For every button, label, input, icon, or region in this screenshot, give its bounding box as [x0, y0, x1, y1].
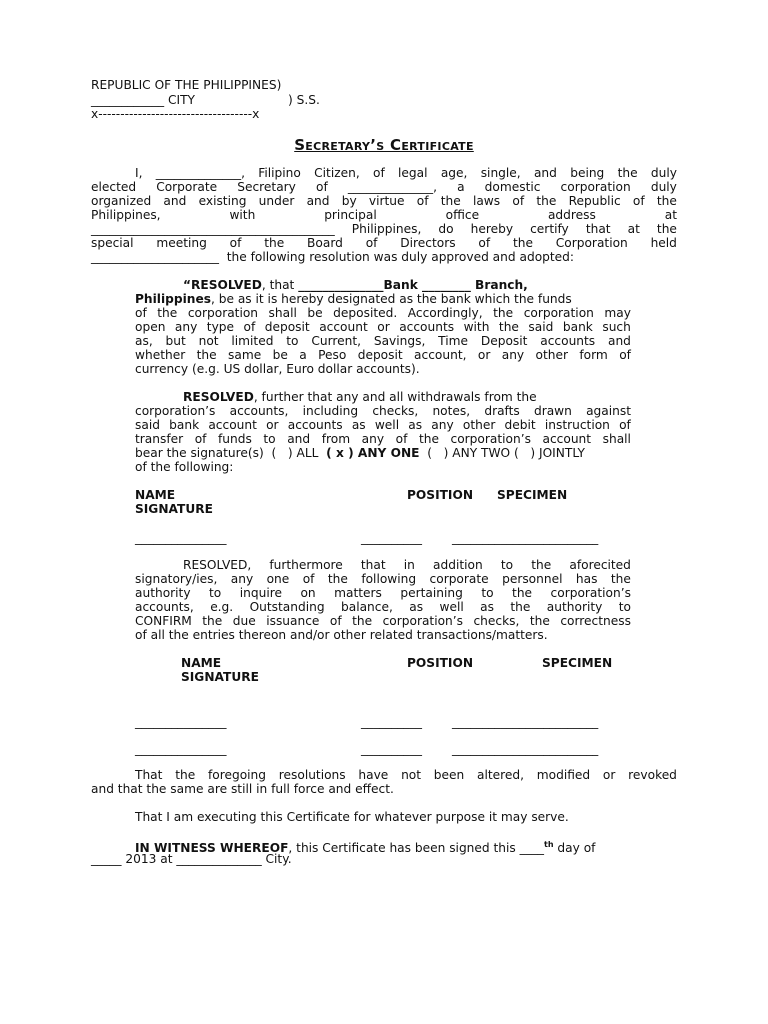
word: or: [377, 320, 390, 334]
word: form: [579, 348, 608, 362]
word: any: [361, 432, 385, 446]
word: as: [408, 418, 423, 432]
word: notes,: [432, 404, 471, 418]
word: the: [440, 194, 461, 208]
word: personnel: [502, 572, 563, 586]
word: legal: [398, 166, 428, 180]
word: corporation’s: [450, 432, 531, 446]
word: existing: [198, 194, 247, 208]
word: bank: [169, 418, 200, 432]
word: due: [232, 614, 256, 628]
word: office: [445, 208, 480, 222]
res1-line-3: [135, 306, 631, 320]
word: modified: [536, 768, 591, 782]
res3-line-3: [135, 586, 631, 600]
word: whether: [135, 348, 186, 362]
word: domestic: [484, 180, 541, 194]
word: to: [500, 558, 514, 572]
word: accounts: [287, 418, 343, 432]
closing-line-2: and that the same are still in full force and effect.: [91, 782, 394, 796]
word: authority: [546, 600, 603, 614]
intro-line-6: [91, 236, 677, 250]
word: the: [656, 194, 677, 208]
word: the: [264, 236, 285, 250]
word: e.g.: [210, 600, 234, 614]
word: of: [229, 236, 242, 250]
table1-specimen-header: SPECIMEN: [497, 488, 568, 502]
word: Directors: [400, 236, 456, 250]
word: accounts: [540, 334, 596, 348]
word: Secretary: [237, 180, 296, 194]
word: held: [650, 236, 677, 250]
intro-line-1: [135, 166, 677, 180]
word: CONFIRM: [135, 614, 192, 628]
word: deposit: [357, 348, 403, 362]
table2-specimen-blank: ________________________: [452, 742, 599, 756]
closing-line-1: [135, 768, 677, 782]
word: against: [586, 404, 631, 418]
word: as: [409, 600, 424, 614]
word: has: [575, 572, 598, 586]
resolved-label: “RESOLVED: [183, 278, 262, 292]
word: shall: [602, 432, 631, 446]
word: the: [202, 614, 223, 628]
word: to: [481, 586, 494, 600]
word: virtue: [368, 194, 405, 208]
res1-text: , be as it is hereby designated as the bank which the funds: [210, 292, 572, 306]
table2-signature-header: SIGNATURE: [181, 670, 259, 684]
word: Republic: [568, 194, 621, 208]
word: hereby: [470, 222, 514, 236]
word: the: [531, 558, 552, 572]
table2-specimen-header: SPECIMEN: [542, 656, 613, 670]
res2-line-3: [135, 418, 631, 432]
word: Outstanding: [249, 600, 325, 614]
intro-line-5: [91, 222, 677, 236]
word: of: [632, 194, 645, 208]
word: drafts: [484, 404, 520, 418]
word: be: [307, 306, 323, 320]
word: the: [512, 586, 533, 600]
word: such: [602, 320, 631, 334]
word: at: [664, 208, 677, 222]
word: the: [493, 306, 514, 320]
word: the: [617, 166, 638, 180]
word: a: [299, 348, 307, 362]
word: account: [542, 432, 592, 446]
word: duly: [650, 166, 677, 180]
word: organized: [91, 194, 152, 208]
word: inquire: [239, 586, 282, 600]
word: Accordingly,: [407, 306, 483, 320]
word: be: [272, 348, 288, 362]
word: Current,: [311, 334, 362, 348]
word: being: [570, 166, 605, 180]
word: as: [351, 418, 366, 432]
table2-name-header: NAME: [181, 656, 222, 670]
word: well: [374, 418, 400, 432]
word: laws: [472, 194, 501, 208]
word: Time: [438, 334, 468, 348]
word: same: [228, 348, 262, 362]
word: of: [395, 432, 408, 446]
word: RESOLVED,: [183, 558, 252, 572]
word: at: [627, 222, 640, 236]
word: address: [547, 208, 596, 222]
res3-line-4: [135, 600, 631, 614]
word: and: [306, 194, 330, 208]
word: correctness: [560, 614, 631, 628]
res3-line-5: [135, 614, 631, 628]
word: of: [512, 194, 525, 208]
word: corporation’s: [135, 404, 216, 418]
word: following: [361, 572, 417, 586]
witness-label: IN WITNESS WHEREOF: [135, 841, 289, 856]
word: as: [480, 600, 494, 614]
word: the: [510, 600, 531, 614]
word: the: [352, 614, 373, 628]
table1-signature-header: SIGNATURE: [135, 502, 213, 516]
word: Corporate: [156, 180, 218, 194]
res2-line-2: [135, 404, 631, 418]
word: of: [329, 614, 342, 628]
word: to: [286, 334, 299, 348]
word: Citizen,: [314, 166, 360, 180]
word: Board: [307, 236, 343, 250]
word: under: [258, 194, 295, 208]
word: ______________,: [347, 180, 438, 194]
word: Philippines,: [351, 222, 422, 236]
word: signatory/ies,: [135, 572, 218, 586]
word: limited: [231, 334, 274, 348]
table2-position-blank: __________: [361, 715, 422, 729]
word: the: [196, 348, 217, 362]
word: to: [618, 600, 631, 614]
res1-line-4: [135, 320, 631, 334]
word: or: [602, 768, 616, 782]
word: corporation: [187, 306, 259, 320]
word: I,: [135, 166, 143, 180]
signature-options-rest: ( ) ANY TWO ( ) JOINTLY: [419, 446, 585, 460]
word: account: [319, 320, 368, 334]
word: duly: [650, 180, 677, 194]
word: checks,: [372, 404, 419, 418]
word: matters: [334, 586, 382, 600]
word: of: [243, 320, 256, 334]
word: corporation’s: [382, 614, 463, 628]
word: addition: [433, 558, 483, 572]
res2-line-6: of the following:: [135, 460, 234, 474]
res1-line-7: currency (e.g. US dollar, Euro dollar accounts).: [135, 362, 420, 376]
table2-name-blank: _______________: [135, 715, 227, 729]
header-line-3: x-----------------------------------x: [91, 107, 260, 121]
word: type: [206, 320, 235, 334]
word: with: [229, 208, 256, 222]
word: principal: [324, 208, 377, 222]
closing-purpose: That I am executing this Certificate for whatever purpose it may serve.: [135, 810, 569, 824]
word: corporation’s: [550, 586, 631, 600]
res3-line-1: [183, 558, 631, 572]
word: the: [512, 236, 533, 250]
header-line-2: ____________ CITY ) S.S.: [91, 93, 320, 107]
table1-name-blank: _______________: [135, 531, 227, 545]
any-one-option: ( x ) ANY ONE: [326, 446, 420, 460]
res2-line-1: [183, 390, 537, 404]
word: one: [266, 572, 290, 586]
witness-text: , this Certificate has been signed this ____: [288, 841, 545, 856]
word: accounts,: [229, 404, 289, 418]
word: including: [302, 404, 359, 418]
word: transfer: [135, 432, 184, 446]
word: the: [498, 320, 519, 334]
word: any: [174, 320, 198, 334]
word: any: [230, 572, 254, 586]
word: Corporation: [555, 236, 628, 250]
word: or: [266, 418, 279, 432]
word: deposit: [264, 320, 310, 334]
word: single,: [480, 166, 521, 180]
word: from: [321, 432, 351, 446]
ordinal-suffix: th: [544, 840, 554, 849]
word: not: [401, 768, 422, 782]
word: instruction: [544, 418, 610, 432]
word: but: [165, 334, 186, 348]
table2-position-blank: __________: [361, 742, 422, 756]
header-line-1: REPUBLIC OF THE PHILIPPINES): [91, 78, 282, 92]
word: do: [438, 222, 454, 236]
word: Deposit: [480, 334, 528, 348]
table1-position-header: POSITION: [407, 488, 474, 502]
word: and: [533, 166, 557, 180]
word: other: [462, 418, 496, 432]
word: debit: [504, 418, 536, 432]
word: ______________,: [155, 166, 245, 180]
res2-line-4: [135, 432, 631, 446]
word: said: [528, 320, 554, 334]
word: certify: [530, 222, 569, 236]
word: of: [478, 236, 491, 250]
word: well: [439, 600, 464, 614]
word: revoked: [628, 768, 677, 782]
word: accounts: [399, 320, 455, 334]
res1-line-1: [183, 278, 528, 292]
word: accounts,: [135, 600, 194, 614]
word: elected: [91, 180, 137, 194]
word: the: [610, 572, 631, 586]
word: balance,: [340, 600, 393, 614]
word: the: [536, 194, 557, 208]
word: have: [358, 768, 389, 782]
word: been: [433, 768, 465, 782]
word: account,: [414, 348, 467, 362]
word: the: [175, 768, 196, 782]
word: drawn: [533, 404, 572, 418]
word: corporation: [523, 306, 594, 320]
table1-specimen-blank: ________________________: [452, 531, 599, 545]
table2-position-header: POSITION: [407, 656, 474, 670]
res1-text: , that: [261, 278, 299, 292]
word: with: [463, 320, 490, 334]
word: by: [341, 194, 357, 208]
word: to: [263, 432, 276, 446]
res1-line-6: [135, 348, 631, 362]
word: funds: [218, 432, 252, 446]
word: resolutions: [278, 768, 346, 782]
word: of: [365, 236, 378, 250]
word: of: [619, 418, 631, 432]
res2-line-5: [135, 446, 585, 460]
res2-text: , further that any and all withdrawals from the: [253, 390, 537, 404]
word: to: [209, 586, 222, 600]
word: and: [287, 432, 311, 446]
word: bank: [562, 320, 593, 334]
table1-position-blank: __________: [361, 531, 422, 545]
word: and: [163, 194, 187, 208]
word: that: [360, 558, 386, 572]
word: Filipino: [258, 166, 301, 180]
word: may: [604, 306, 631, 320]
word: that: [585, 222, 611, 236]
word: pertaining: [400, 586, 463, 600]
resolved-label: RESOLVED: [183, 390, 254, 404]
word: corporate: [429, 572, 489, 586]
word: age,: [440, 166, 468, 180]
word: said: [135, 418, 160, 432]
word: in: [403, 558, 415, 572]
res1-line-5: [135, 334, 631, 348]
word: the: [529, 614, 550, 628]
bank-blank: ______________Bank ________ Branch,: [298, 278, 528, 292]
word: the: [327, 572, 348, 586]
intro-line-2: [91, 180, 677, 194]
word: of: [373, 166, 385, 180]
word: special: [91, 236, 134, 250]
word: corporation: [560, 180, 631, 194]
word: of: [315, 180, 328, 194]
word: as,: [135, 334, 153, 348]
word: foregoing: [207, 768, 266, 782]
word: the: [157, 306, 178, 320]
word: of: [416, 194, 429, 208]
word: issuance: [266, 614, 320, 628]
word: account: [208, 418, 257, 432]
word: checks,: [473, 614, 520, 628]
word: Savings,: [373, 334, 426, 348]
res1-line-2: [135, 292, 572, 306]
res3-line-2: [135, 572, 631, 586]
word: That: [135, 768, 163, 782]
word: any: [431, 418, 454, 432]
intro-line-3: [91, 194, 677, 208]
word: Peso: [318, 348, 347, 362]
res3-line-6: of all the entries thereon and/or other related transactions/matters.: [135, 628, 548, 642]
table2-name-blank: _______________: [135, 742, 227, 756]
word: deposited.: [333, 306, 398, 320]
table1-name-header: NAME: [135, 488, 176, 502]
intro-line-7: _____________________ the following resolution was duly approved and adopted:: [91, 250, 575, 264]
philippines-label: Philippines: [135, 292, 211, 306]
word: any: [501, 348, 525, 362]
word: open: [135, 320, 166, 334]
word: of: [194, 432, 207, 446]
witness-text-end: day of: [553, 841, 596, 856]
word: not: [198, 334, 219, 348]
word: aforecited: [569, 558, 631, 572]
word: ________________________________________: [91, 222, 335, 236]
document-title: Secretary’s Certificate: [294, 136, 474, 154]
word: altered,: [477, 768, 525, 782]
word: of: [135, 306, 147, 320]
word: Philippines,: [91, 208, 161, 222]
intro-line-4: [91, 208, 677, 222]
word: furthermore: [269, 558, 343, 572]
word: shall: [268, 306, 297, 320]
word: authority: [135, 586, 191, 600]
word: a: [457, 180, 465, 194]
word: the: [656, 222, 677, 236]
word: and: [607, 334, 631, 348]
word: on: [300, 586, 316, 600]
signature-options: bear the signature(s) ( ) ALL: [135, 446, 327, 460]
word: other: [535, 348, 568, 362]
word: meeting: [156, 236, 207, 250]
word: or: [477, 348, 491, 362]
word: of: [302, 572, 315, 586]
table2-specimen-blank: ________________________: [452, 715, 599, 729]
word: the: [418, 432, 439, 446]
word: of: [619, 348, 631, 362]
witness-line-2: _____ 2013 at ______________ City.: [91, 852, 292, 866]
